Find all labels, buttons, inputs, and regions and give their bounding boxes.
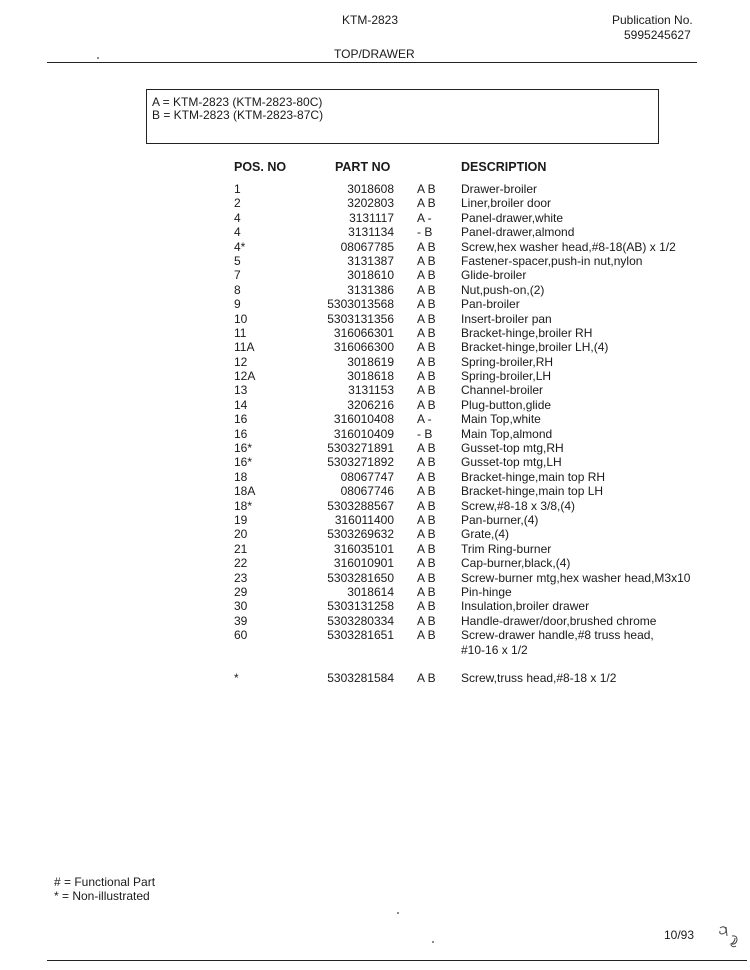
row-pos: 30 bbox=[234, 599, 248, 614]
functional-part-note: # = Functional Part bbox=[54, 875, 156, 889]
row-model-flags: A B bbox=[417, 541, 436, 556]
parts-row bbox=[234, 470, 714, 484]
row-description: Screw,hex washer head,#8-18(AB) x 1/2 bbox=[461, 239, 676, 254]
parts-row bbox=[234, 398, 714, 412]
row-pos: 60 bbox=[234, 628, 248, 643]
row-part-number: 5303271891 bbox=[327, 441, 394, 456]
row-model-flags: A B bbox=[417, 570, 436, 585]
parts-row bbox=[234, 196, 714, 210]
row-pos: 12 bbox=[234, 354, 248, 369]
row-model-flags: A B bbox=[417, 484, 436, 499]
row-part-number: 316010901 bbox=[333, 556, 394, 571]
row-model-flags: A B bbox=[417, 628, 436, 643]
row-pos: 20 bbox=[234, 527, 248, 542]
row-pos: 29 bbox=[234, 584, 248, 599]
parts-row bbox=[234, 455, 714, 469]
parts-row bbox=[234, 225, 714, 239]
row-description: Pin-hinge bbox=[461, 584, 512, 599]
row-description: Panel-drawer,white bbox=[461, 210, 564, 225]
parts-row bbox=[234, 499, 714, 513]
footer-divider bbox=[47, 960, 747, 961]
scan-speck bbox=[97, 57, 99, 59]
row-description: Grate,(4) bbox=[461, 527, 510, 542]
row-description: Main Top,almond bbox=[461, 426, 553, 441]
row-pos: 23 bbox=[234, 570, 248, 585]
row-part-number: 3131386 bbox=[347, 282, 394, 297]
row-model-flags: A B bbox=[417, 253, 436, 268]
row-model-flags: A B bbox=[417, 599, 436, 614]
row-description: Drawer-broiler bbox=[461, 182, 538, 196]
row-pos: 4* bbox=[234, 239, 246, 254]
row-pos: 11A bbox=[234, 340, 255, 355]
parts-row bbox=[234, 542, 714, 556]
row-description: Liner,broiler door bbox=[461, 196, 552, 211]
row-model-flags: A B bbox=[417, 556, 436, 571]
row-model-flags: A B bbox=[417, 527, 436, 542]
column-header-part: PART NO bbox=[335, 160, 391, 174]
row-part-number: 5303281651 bbox=[327, 628, 394, 643]
row-pos: 4 bbox=[234, 210, 241, 225]
parts-row bbox=[234, 340, 714, 354]
row-pos: 18A bbox=[234, 484, 256, 499]
row-pos: 5 bbox=[234, 253, 241, 268]
parts-row bbox=[234, 643, 714, 657]
parts-row bbox=[234, 182, 714, 196]
row-description: Spring-broiler,RH bbox=[461, 354, 554, 369]
non-illustrated-note: * = Non-illustrated bbox=[54, 889, 150, 903]
row-model-flags: A B bbox=[417, 268, 436, 283]
row-pos: 21 bbox=[234, 541, 248, 556]
row-description: Bracket-hinge,broiler LH,(4) bbox=[461, 340, 609, 355]
row-description: Panel-drawer,almond bbox=[461, 225, 575, 240]
row-pos: 19 bbox=[234, 512, 248, 527]
parts-row bbox=[234, 614, 714, 628]
row-description: Screw,truss head,#8-18 x 1/2 bbox=[461, 671, 617, 685]
row-pos: 16* bbox=[234, 441, 253, 456]
row-model-flags: A B bbox=[417, 311, 436, 326]
parts-row bbox=[234, 427, 714, 441]
row-part-number: 5303269632 bbox=[327, 527, 394, 542]
row-model-flags: A B bbox=[417, 498, 436, 513]
row-description: #10-16 x 1/2 bbox=[461, 642, 528, 657]
parts-row bbox=[234, 283, 714, 297]
row-part-number: 316010409 bbox=[333, 426, 394, 441]
row-model-flags: A B bbox=[417, 469, 436, 484]
row-pos: 1 bbox=[234, 182, 241, 196]
parts-row bbox=[234, 268, 714, 282]
row-part-number: 3018619 bbox=[347, 354, 394, 369]
row-part-number: 3131134 bbox=[348, 225, 394, 240]
row-description: Gusset-top mtg,RH bbox=[461, 441, 564, 456]
row-part-number: 5303281584 bbox=[327, 671, 394, 685]
row-part-number: 3131117 bbox=[349, 210, 394, 225]
row-part-number: 3131153 bbox=[348, 383, 394, 398]
row-description: Bracket-hinge,broiler RH bbox=[461, 325, 593, 340]
publication-label: Publication No. bbox=[612, 13, 693, 27]
publication-block bbox=[612, 13, 693, 43]
parts-row bbox=[234, 369, 714, 383]
row-pos: 18* bbox=[234, 498, 253, 513]
parts-row bbox=[234, 671, 714, 685]
parts-row bbox=[234, 355, 714, 369]
parts-row bbox=[234, 211, 714, 225]
row-part-number: 5303131258 bbox=[327, 599, 394, 614]
row-description: Nut,push-on,(2) bbox=[461, 282, 545, 297]
row-model-flags: A B bbox=[417, 383, 436, 398]
row-part-number: 316011400 bbox=[334, 512, 394, 527]
legend-line-a: A = KTM-2823 (KTM-2823-80C) bbox=[152, 95, 323, 109]
row-description: Bracket-hinge,main top LH bbox=[461, 484, 604, 499]
row-part-number: 3202803 bbox=[347, 196, 394, 211]
section-title: TOP/DRAWER bbox=[334, 47, 415, 61]
row-part-number: 3018614 bbox=[347, 584, 394, 599]
parts-row bbox=[234, 412, 714, 426]
row-description: Screw,#8-18 x 3/8,(4) bbox=[461, 498, 576, 513]
row-pos: 16 bbox=[234, 426, 248, 441]
row-pos: 18 bbox=[234, 469, 248, 484]
row-part-number: 5303281650 bbox=[327, 570, 394, 585]
row-pos: 22 bbox=[234, 556, 248, 571]
row-description: Channel-broiler bbox=[461, 383, 544, 398]
row-pos: 9 bbox=[234, 297, 241, 312]
row-model-flags: A B bbox=[417, 282, 436, 297]
row-description: Insert-broiler pan bbox=[461, 311, 552, 326]
row-model-flags: A B bbox=[417, 584, 436, 599]
scan-speck bbox=[397, 912, 399, 914]
row-part-number: 5303131356 bbox=[327, 311, 394, 326]
row-model-flags: A B bbox=[417, 397, 436, 412]
row-model-flags: A - bbox=[417, 210, 432, 225]
row-pos: 2 bbox=[234, 196, 241, 211]
parts-row bbox=[234, 441, 714, 455]
revision-date: 10/93 bbox=[664, 928, 695, 942]
row-part-number: 5303271892 bbox=[327, 455, 394, 470]
row-part-number: 316066301 bbox=[333, 325, 394, 340]
parts-row bbox=[234, 599, 714, 613]
row-description: Main Top,white bbox=[461, 412, 541, 427]
row-description: Insulation,broiler drawer bbox=[461, 599, 590, 614]
row-pos: 39 bbox=[234, 613, 248, 628]
row-model-flags: - B bbox=[417, 225, 433, 240]
row-description: Trim Ring-burner bbox=[461, 541, 552, 556]
row-description: Gusset-top mtg,LH bbox=[461, 455, 562, 470]
row-pos: 7 bbox=[234, 268, 241, 283]
row-model-flags: A B bbox=[417, 441, 436, 456]
row-pos: 11 bbox=[234, 325, 247, 340]
column-header-pos: POS. NO bbox=[234, 160, 287, 174]
row-part-number: 08067746 bbox=[340, 484, 394, 499]
parts-list bbox=[234, 182, 714, 657]
row-description: Plug-button,glide bbox=[461, 397, 552, 412]
row-model-flags: A B bbox=[417, 354, 436, 369]
row-model-flags: A B bbox=[417, 512, 436, 527]
parts-row bbox=[234, 383, 714, 397]
row-model-flags: - B bbox=[417, 426, 433, 441]
row-pos: 14 bbox=[234, 397, 248, 412]
row-model-flags: A B bbox=[417, 455, 436, 470]
row-part-number: 08067785 bbox=[340, 239, 394, 254]
row-description: Pan-broiler bbox=[461, 297, 520, 312]
row-model-flags: A B bbox=[417, 196, 436, 211]
row-description: Glide-broiler bbox=[461, 268, 527, 283]
row-pos: 10 bbox=[234, 311, 248, 326]
row-description: Screw-burner mtg,hex washer head,M3x10 bbox=[461, 570, 691, 585]
row-part-number: 316066300 bbox=[333, 340, 394, 355]
row-model-flags: A B bbox=[417, 613, 436, 628]
row-pos: 16 bbox=[234, 412, 248, 427]
row-part-number: 3018610 bbox=[347, 268, 394, 283]
parts-row bbox=[234, 254, 714, 268]
parts-row bbox=[234, 571, 714, 585]
row-model-flags: A B bbox=[417, 671, 436, 685]
row-description: Fastener-spacer,push-in nut,nylon bbox=[461, 253, 643, 268]
row-part-number: 3018618 bbox=[347, 369, 394, 384]
model-number: KTM-2823 bbox=[342, 13, 399, 27]
row-description: Pan-burner,(4) bbox=[461, 512, 539, 527]
row-part-number: 3018608 bbox=[347, 182, 394, 196]
row-pos: * bbox=[234, 671, 239, 685]
row-part-number: 3131387 bbox=[347, 253, 394, 268]
parts-row bbox=[234, 513, 714, 527]
publication-number: 5995245627 bbox=[624, 28, 691, 42]
row-part-number: 316035101 bbox=[333, 541, 394, 556]
row-pos: 16* bbox=[234, 455, 253, 470]
non-illustrated-part bbox=[234, 671, 714, 685]
model-legend-box bbox=[146, 89, 659, 144]
parts-row bbox=[234, 484, 714, 498]
parts-row bbox=[234, 556, 714, 570]
row-description: Bracket-hinge,main top RH bbox=[461, 469, 606, 484]
row-model-flags: A B bbox=[417, 325, 436, 340]
parts-row bbox=[234, 527, 714, 541]
row-model-flags: A B bbox=[417, 239, 436, 254]
header-divider bbox=[47, 62, 697, 63]
row-part-number: 5303288567 bbox=[327, 498, 394, 513]
handwritten-mark bbox=[712, 922, 742, 952]
row-model-flags: A B bbox=[417, 340, 436, 355]
parts-row bbox=[234, 297, 714, 311]
row-part-number: 5303280334 bbox=[327, 613, 394, 628]
parts-row bbox=[234, 585, 714, 599]
row-description: Cap-burner,black,(4) bbox=[461, 556, 571, 571]
row-part-number: 5303013568 bbox=[327, 297, 394, 312]
row-pos: 8 bbox=[234, 282, 241, 297]
scan-speck bbox=[432, 941, 434, 943]
row-description: Spring-broiler,LH bbox=[461, 369, 552, 384]
row-pos: 12A bbox=[234, 369, 256, 384]
row-description: Handle-drawer/door,brushed chrome bbox=[461, 613, 657, 628]
row-model-flags: A B bbox=[417, 297, 436, 312]
parts-row bbox=[234, 326, 714, 340]
row-part-number: 316010408 bbox=[333, 412, 394, 427]
row-part-number: 3206216 bbox=[347, 397, 394, 412]
row-model-flags: A - bbox=[417, 412, 432, 427]
footnotes bbox=[54, 875, 155, 903]
row-pos: 13 bbox=[234, 383, 248, 398]
parts-row bbox=[234, 312, 714, 326]
parts-row bbox=[234, 628, 714, 642]
row-pos: 4 bbox=[234, 225, 241, 240]
legend-line-b: B = KTM-2823 (KTM-2823-87C) bbox=[152, 108, 324, 122]
row-model-flags: A B bbox=[417, 182, 436, 196]
row-description: Screw-drawer handle,#8 truss head, bbox=[461, 628, 654, 643]
parts-row bbox=[234, 240, 714, 254]
row-model-flags: A B bbox=[417, 369, 436, 384]
column-header-description: DESCRIPTION bbox=[461, 160, 547, 174]
row-part-number: 08067747 bbox=[340, 469, 394, 484]
